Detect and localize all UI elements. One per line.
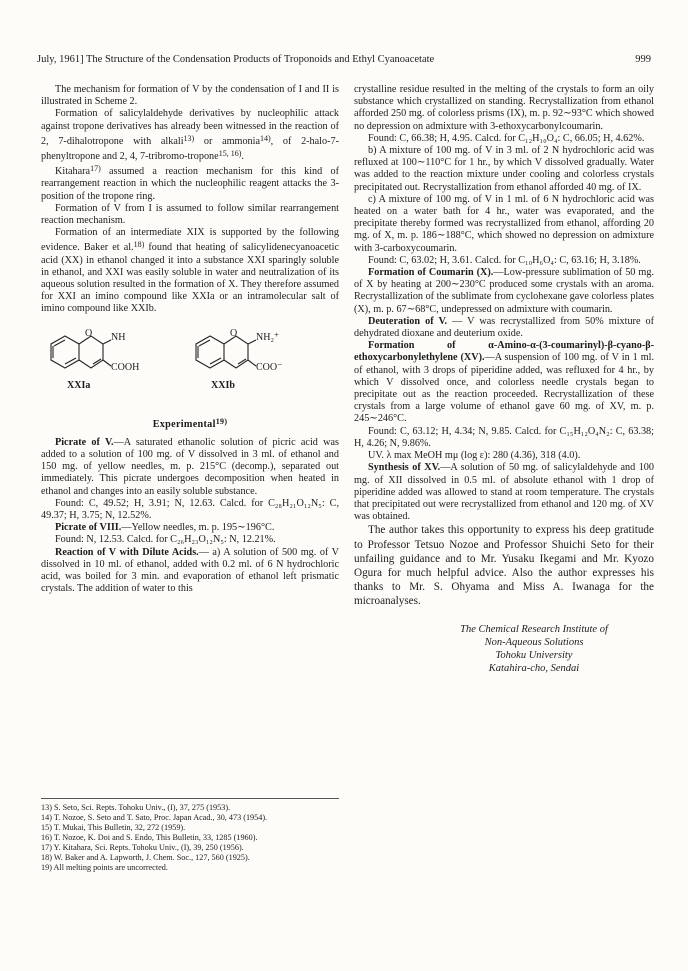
- paragraph-crystalline: crystalline residue resulted in the melting of the crystals to form an oily substance which crystallized on standing. Recrystallization from ethanol afforded 250 mg. of colorless prisms (IX), m. p. 92∼93°C which showed no depression on admixture with 3-ethoxycarbonylcoumarin.: [354, 84, 654, 132]
- paragraph-reaction-acids: Reaction of V with Dilute Acids.— a) A solution of 500 mg. of V dissolved in 10 ml. of ethanol, added with 0.2 ml. of 6 N hydrochloric acid, was boiled for 3 min. and evaporation of ethanol left prismatic crystals. The addition of water to this: [41, 546, 339, 595]
- paragraph-salicylaldehyde: Formation of salicylaldehyde derivatives by nucleophilic attack against tropone derivatives has already been witnessed in the reaction of 2, 7-dihalotropone with alkali$^{13)}$ or ammonia$^{14)}$, of 2-halo-7-phenyltropone and 2, 4, 7-tribromo-tropone$^{15, 16)}$.: [41, 108, 339, 163]
- running-header: [37, 54, 651, 70]
- group-cooh: COOH: [111, 361, 140, 373]
- footnote-18: 18) W. Baker and A. Lapworth, J. Chem. Soc., 127, 560 (1925).: [41, 853, 250, 862]
- footnote-15: 15) T. Mukai, This Bulletin, 32, 272 (1959).: [41, 823, 186, 832]
- footnote-19: 19) All melting points are uncorrected.: [41, 863, 168, 872]
- chemical-structures: [41, 322, 339, 406]
- analysis-ix: Found: C, 66.38; H, 4.95. Calcd. for C₁₂H₁₀O₄: C, 66.05; H, 4.62%.: [368, 132, 645, 144]
- group-nh2-plus: NH₂⁺: [256, 331, 280, 343]
- footnotes: [41, 798, 339, 873]
- citation: 17): [90, 164, 101, 174]
- paragraph-synthesis-xv: Synthesis of XV.—A solution of 50 mg. of salicylaldehyde and 100 mg. of XII dissolved in 0.5 ml. of absolute ethanol with 1 drop of piperidine added was allowed to stand at room temperature. The crystals that precipitated out were recrystallized from ethanol and 120 mg. of XV was obtained.: [354, 462, 654, 523]
- left-column: [41, 84, 339, 596]
- atom-o-b: O: [230, 327, 238, 339]
- header-title: July, 1961] The Structure of the Condensation Products of Troponoids and Ethyl Cyanoacetate: [37, 54, 435, 65]
- citation: 18): [133, 240, 145, 250]
- analysis-x: Found: C, 63.02; H, 3.61. Calcd. for C₁₀H₆O₄: C, 63.16; H, 3.18%.: [368, 254, 641, 266]
- analysis-picrate-v: Found: C, 49.52; H, 3.91; N, 12.63. Calcd. for C₂₈H₂₁O₁₂N₅: C, 49.37; H, 3.75; N, 12.52%.: [41, 497, 339, 522]
- right-column: [354, 84, 654, 675]
- analysis-picrate-viii: Found: N, 12.53. Calcd. for C₂₆H₂₃O₁₂N₅: N, 12.21%.: [55, 534, 276, 546]
- citation: 13): [183, 133, 195, 143]
- paragraph-mechanism: The mechanism for formation of V by the condensation of I and II is illustrated in Scheme 2.: [41, 84, 339, 108]
- citation: 14): [259, 133, 271, 143]
- paragraph-picrate-viii: Picrate of VIII.—Yellow needles, m. p. 195∼196°C.: [55, 522, 275, 534]
- analysis-xv: Found: C, 63.12; H, 4.34; N, 9.85. Calcd. for C₁₅H₁₂O₄N₂: C, 63.38; H, 4.26; N, 9.86%.: [354, 425, 654, 449]
- paragraph-reaction-b: b) A mixture of 100 mg. of V in 3 ml. of 2 N hydrochloric acid was refluxed at 100∼110°C for 1 hr., by which V dissolved gradually. Water was added to the reaction mixture under cooling and colorless crystals precipitated out. Recrystallization from ethanol afforded 40 mg. of IX.: [354, 145, 654, 193]
- paragraph-intermediate: Formation of an intermediate XIX is supported by the following evidence. Baker et al.$^{18)}$ found that heating of salicylidenecyanoacetic acid (XX) in ethanol changed it into a substance XXI sparingly soluble in ethanol, and XXI was easily soluble in water and neutralization of its aqueous solution resulted in the formation of X. They therefore assumed for XXI an imino compound like XXIa or an intramolecular salt of imino compound like XXIb.: [41, 227, 339, 315]
- section-heading-experimental: Experimental$^{19)}$: [152, 416, 228, 430]
- footnote-13: 13) S. Seto, Sci. Repts. Tohoku Univ., (I), 37, 275 (1953).: [41, 803, 231, 812]
- paragraph-reaction-c: c) A mixture of 100 mg. of V in 1 ml. of 6 N hydrochloric acid was heated on a water bath for 4 hr., water was evaporated, and the precipitate thereby formed was recrystallized from ethanol, affording 20 mg. of X, m. p. 186∼188°C, which showed no depression on admixture with 3-carboxycoumarin.: [354, 193, 654, 254]
- citation: 15, 16): [218, 149, 242, 159]
- footnote-17: 17) Y. Kitahara, Sci. Repts. Tohoku Univ., (I), 39, 250 (1956).: [41, 843, 244, 852]
- paragraph-coumarin: Formation of Coumarin (X).—Low-pressure sublimation of 50 mg. of X by heating at 200∼230°C produced some crystals with an aroma. Recrystallization of the sublimate from cyclohexane gave colorless plates (X), m. p. 67∼68°C, undepressed on admixture with coumarin.: [354, 267, 654, 315]
- page-number: 999: [635, 54, 651, 65]
- paragraph-formation-xv: Formation of α-Amino-α-(3-coumarinyl)-β-cyano-β-ethoxycarbonylethylene (XV).—A suspension of 100 mg. of V in 1 ml. of ethanol, with 3 drops of piperidine added, was refluxed for 4 hr., by which V dissolved once, and colorless needle crystals began to precipitate out as the reaction proceeded. Recrystallization of these crystals from a large volume of ethanol gave 60 mg. of XV, m. p. 245∼246°C.: [354, 340, 655, 425]
- paragraph-kitahara: Kitahara$^{17)}$ assumed a reaction mechanism for this kind of rearrangement reaction in which the nucleophilic reagent attacks the 3-position of the tropone ring.: [41, 164, 339, 202]
- paragraph-picrate-v: Picrate of V.—A saturated ethanolic solution of picric acid was added to a solution of 100 mg. of V dissolved in 3 ml. of ethanol and 150 mg. of yellow needles, m. p. 215°C (decomp.), separated out immediately. This picrate undergoes decomposition when heated in ethanol and changes into an easily soluble substance.: [41, 436, 339, 497]
- uv-data: UV. λ max MeOH mμ (log ε): 280 (4.36), 318 (4.0).: [368, 450, 581, 462]
- paragraph-deuteration: Deuteration of V. — V was recrystallized from 50% mixture of dehydrated dioxane and deuterium oxide.: [354, 315, 654, 340]
- paragraph-formation-v: Formation of V from I is assumed to follow similar rearrangement reaction mechanism.: [41, 202, 339, 227]
- group-nh: NH: [111, 331, 126, 343]
- institution-address: The Chemical Research Institute of Non-Aqueous Solutions Tohoku University Katahira-cho, Sendai: [460, 623, 608, 674]
- footnote-14: 14) T. Nozoe, S. Seto and T. Sato, Proc. Japan Acad., 30, 473 (1954).: [41, 813, 268, 822]
- acknowledgement: The author takes this opportunity to express his deep gratitude to Professor Tetsuo Nozoe and Professor Shuichi Seto for their unfailing guidance and to Mr. Yusaku Ikegami and Mr. Kyozo Ogura for much helpful advice. Also the author expresses his thanks to Mr. S. Ohyama and Miss A. Iwanaga for the microanalyses.: [354, 524, 654, 608]
- atom-o-a: O: [85, 327, 93, 339]
- label-xxia: XXIa: [67, 379, 91, 391]
- group-coo-minus: COO⁻: [256, 361, 283, 373]
- footnote-16: 16) T. Nozoe, K. Doi and S. Endo, This Bulletin, 33, 1285 (1960).: [41, 833, 258, 842]
- label-xxib: XXIb: [211, 379, 235, 391]
